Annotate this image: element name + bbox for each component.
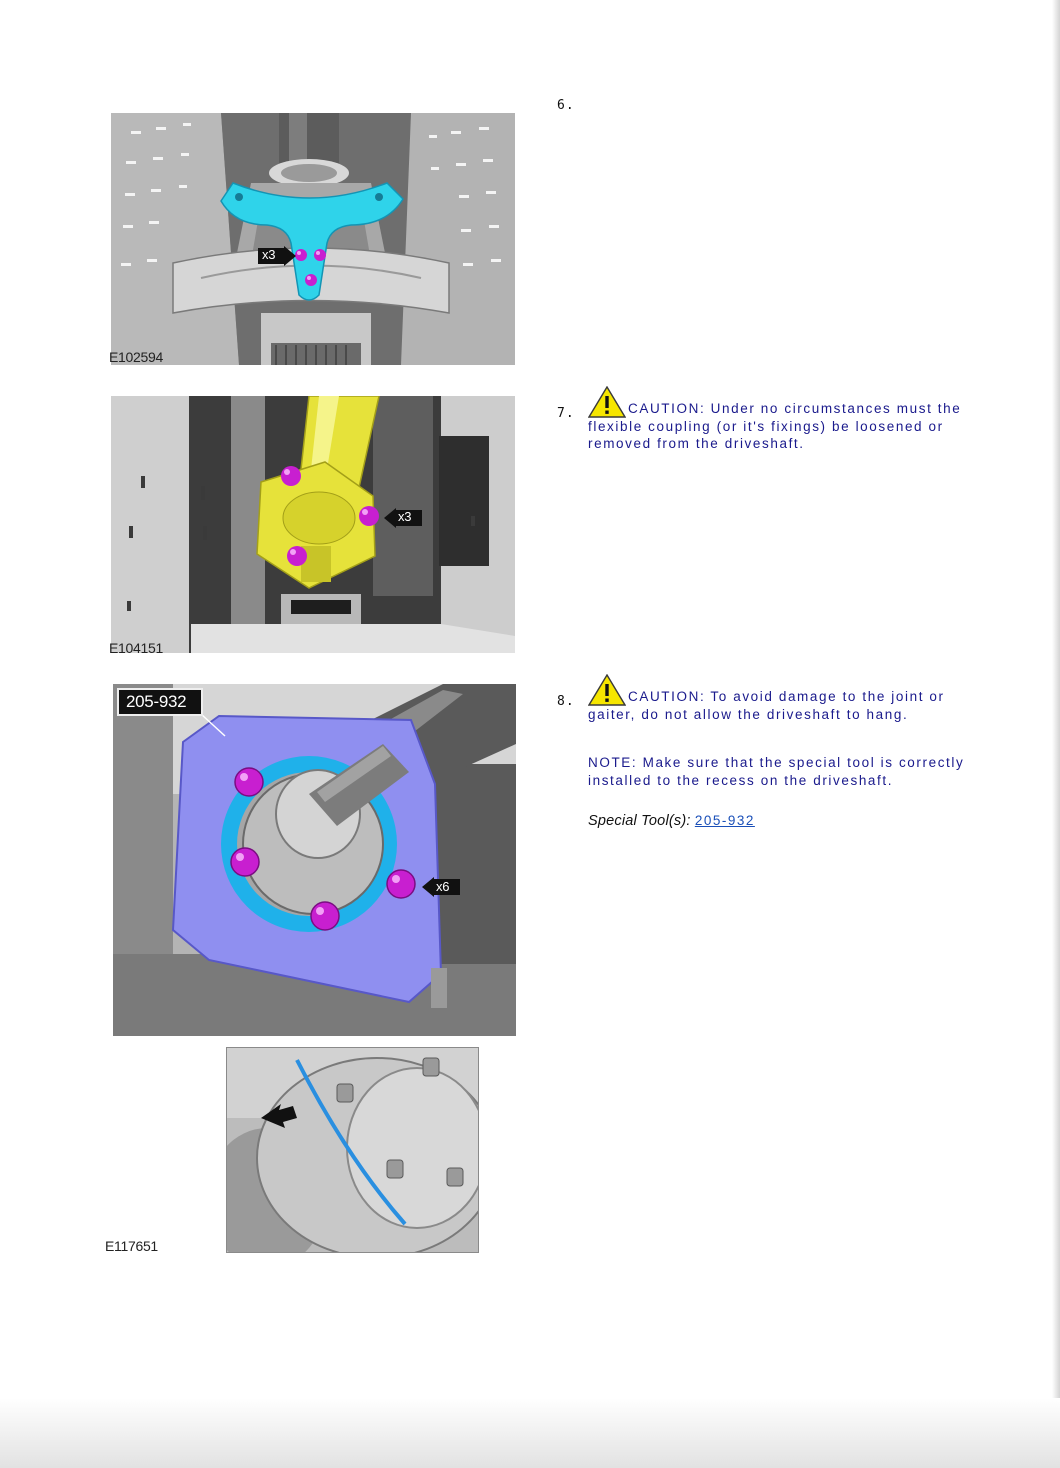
page-bottom-shadow xyxy=(0,1398,1060,1468)
figure-e117651-id: E117651 xyxy=(105,1238,158,1254)
step-8-number: 8. xyxy=(557,694,575,709)
step-8-note: NOTE: Make sure that the special tool is correctly installed to the recess on the driveshaft. xyxy=(588,755,965,788)
figure-e104151-illustration xyxy=(111,396,515,653)
special-tool-link-205-932[interactable]: 205-932 xyxy=(694,813,755,828)
step-7-number: 7. xyxy=(557,406,575,421)
step-8-caution xyxy=(588,674,968,722)
special-tools-label: Special Tool(s): xyxy=(588,813,691,829)
page-edge-shadow xyxy=(1052,0,1060,1468)
step-8-caution-text: CAUTION: To avoid damage to the joint or gaiter, do not allow the driveshaft to hang. xyxy=(588,689,945,722)
figure-e104151-id: E104151 xyxy=(109,640,163,656)
step-7-caution xyxy=(588,386,968,451)
step-6-number: 6. xyxy=(557,98,575,113)
tool-label-205-932: 205-932 xyxy=(126,692,187,711)
figure-e102594-id: E102594 xyxy=(109,349,163,365)
callout-x3-label-2: x3 xyxy=(398,509,412,524)
step-8-special-tools xyxy=(588,813,755,829)
figure-e102594-illustration xyxy=(111,113,515,365)
callout-x6-label: x6 xyxy=(436,879,450,894)
figure-e117651-illustration xyxy=(113,684,516,1036)
callout-x3-label-1: x3 xyxy=(262,247,276,262)
step-7-caution-text: CAUTION: Under no circumstances must the flexible coupling (or it's fixings) be loosened or removed from the driveshaft. xyxy=(588,401,962,451)
figure-e117651-detail-inset xyxy=(226,1047,479,1253)
